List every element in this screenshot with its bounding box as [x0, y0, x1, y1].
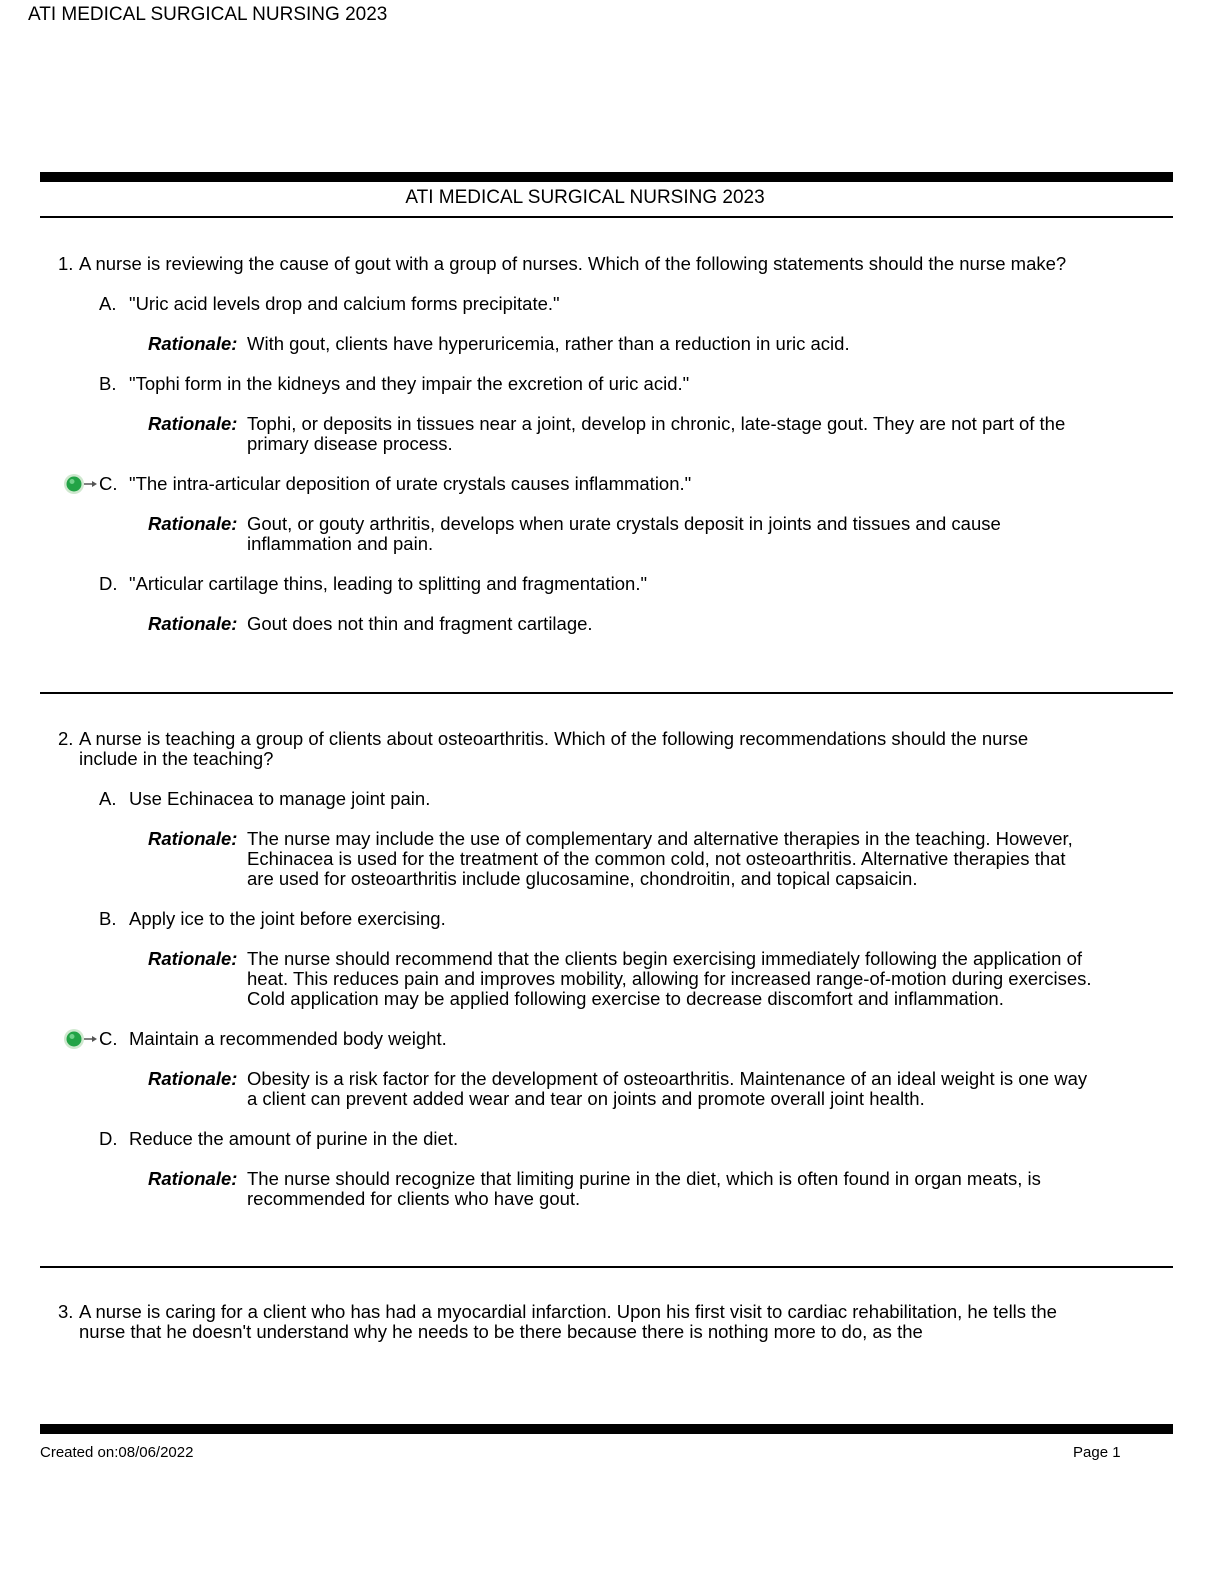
question-number: 3. [58, 1301, 74, 1322]
answer-option-b [99, 374, 1088, 394]
rationale-label: Rationale: [148, 828, 238, 849]
rationale [148, 949, 1097, 1009]
option-text: "Articular cartilage thins, leading to splitting and fragmentation." [129, 573, 648, 594]
question-1 [58, 254, 1088, 634]
rationale-text: Gout does not thin and fragment cartilage. [247, 613, 593, 634]
answer-option-d [99, 1129, 1088, 1149]
answer-option-a [99, 789, 1088, 809]
rationale-label: Rationale: [148, 413, 238, 434]
answer-option-a [99, 294, 1088, 314]
option-text: Apply ice to the joint before exercising. [129, 908, 446, 929]
rationale-label: Rationale: [148, 333, 238, 354]
rationale [148, 334, 1097, 354]
answer-option-c [99, 474, 1088, 494]
rationale [148, 414, 1097, 454]
rationale-label: Rationale: [148, 1068, 238, 1089]
option-letter: C. [99, 473, 118, 494]
question-number: 2. [58, 728, 74, 749]
question-stem [58, 729, 1088, 769]
option-letter: A. [99, 788, 117, 809]
rationale-text: The nurse should recommend that the clients begin exercising immediately following the application of heat. This reduces pain and improves mobility, allowing for increased range-of-motion during exercises. Cold application may be applied following exercise to decrease discomfort and inflammation. [247, 948, 1092, 1009]
correct-answer-marker-icon [63, 1027, 97, 1051]
correct-answer-marker-icon [63, 472, 97, 496]
rationale-text: With gout, clients have hyperuricemia, rather than a reduction in uric acid. [247, 333, 850, 354]
rationale [148, 1069, 1097, 1109]
answer-option-d [99, 574, 1088, 594]
rationale-label: Rationale: [148, 513, 238, 534]
rationale [148, 1169, 1097, 1209]
question-stem [58, 1302, 1088, 1342]
rationale [148, 514, 1097, 554]
answer-option-c [99, 1029, 1088, 1049]
option-text: "Tophi form in the kidneys and they impair the excretion of uric acid." [129, 373, 690, 394]
rationale-text: Tophi, or deposits in tissues near a joint, develop in chronic, late-stage gout. They are not part of the primary disease process. [247, 413, 1066, 454]
option-text: Maintain a recommended body weight. [129, 1028, 447, 1049]
page-number: Page 1 [1073, 1444, 1121, 1461]
option-letter: B. [99, 373, 117, 394]
question-text: A nurse is teaching a group of clients about osteoarthritis. Which of the following recommendations should the nurse include in the teaching? [79, 728, 1029, 769]
rationale-label: Rationale: [148, 948, 238, 969]
title-bottom-rule [40, 216, 1173, 218]
option-text: "Uric acid levels drop and calcium forms precipitate." [129, 293, 560, 314]
question-divider [40, 1266, 1173, 1268]
question-stem [58, 254, 1088, 274]
rationale-text: Obesity is a risk factor for the development of osteoarthritis. Maintenance of an ideal weight is one way a client can prevent added wear and tear on joints and promote overall joint health. [247, 1068, 1088, 1109]
option-text: Reduce the amount of purine in the diet. [129, 1128, 459, 1149]
option-letter: C. [99, 1028, 118, 1049]
rationale-text: The nurse should recognize that limiting purine in the diet, which is often found in organ meats, is recommended for clients who have gout. [247, 1168, 1041, 1209]
rationale-text: Gout, or gouty arthritis, develops when urate crystals deposit in joints and tissues and cause inflammation and pain. [247, 513, 1001, 554]
created-date: Created on:08/06/2022 [40, 1444, 194, 1461]
option-letter: D. [99, 1128, 118, 1149]
question-text: A nurse is reviewing the cause of gout with a group of nurses. Which of the following statements should the nurse make? [79, 253, 1067, 274]
rationale [148, 614, 1097, 634]
question-3 [58, 1302, 1088, 1342]
footer-rule [40, 1424, 1173, 1434]
question-divider [40, 692, 1173, 694]
running-header: ATI MEDICAL SURGICAL NURSING 2023 [28, 4, 388, 25]
rationale-text: The nurse may include the use of complementary and alternative therapies in the teaching. However, Echinacea is used for the treatment of the common cold, not osteoarthritis. Alternative therapies that are used for osteoarthritis include glucosamine, chondroitin, and topical capsaicin. [247, 828, 1073, 889]
question-number: 1. [58, 253, 74, 274]
option-text: Use Echinacea to manage joint pain. [129, 788, 431, 809]
rationale-label: Rationale: [148, 613, 238, 634]
option-letter: D. [99, 573, 118, 594]
answer-option-b [99, 909, 1088, 929]
rationale-label: Rationale: [148, 1168, 238, 1189]
rationale [148, 829, 1097, 889]
title-top-rule [40, 172, 1173, 182]
option-letter: A. [99, 293, 117, 314]
option-text: "The intra-articular deposition of urate crystals causes inflammation." [129, 473, 692, 494]
question-2 [58, 728, 1092, 1209]
document-title: ATI MEDICAL SURGICAL NURSING 2023 [405, 187, 765, 208]
option-letter: B. [99, 908, 117, 929]
question-text: A nurse is caring for a client who has had a myocardial infarction. Upon his first visit to cardiac rehabilitation, he tells the nurse that he doesn't understand why he needs to be there because there is nothing more to do, as the [79, 1301, 1057, 1342]
